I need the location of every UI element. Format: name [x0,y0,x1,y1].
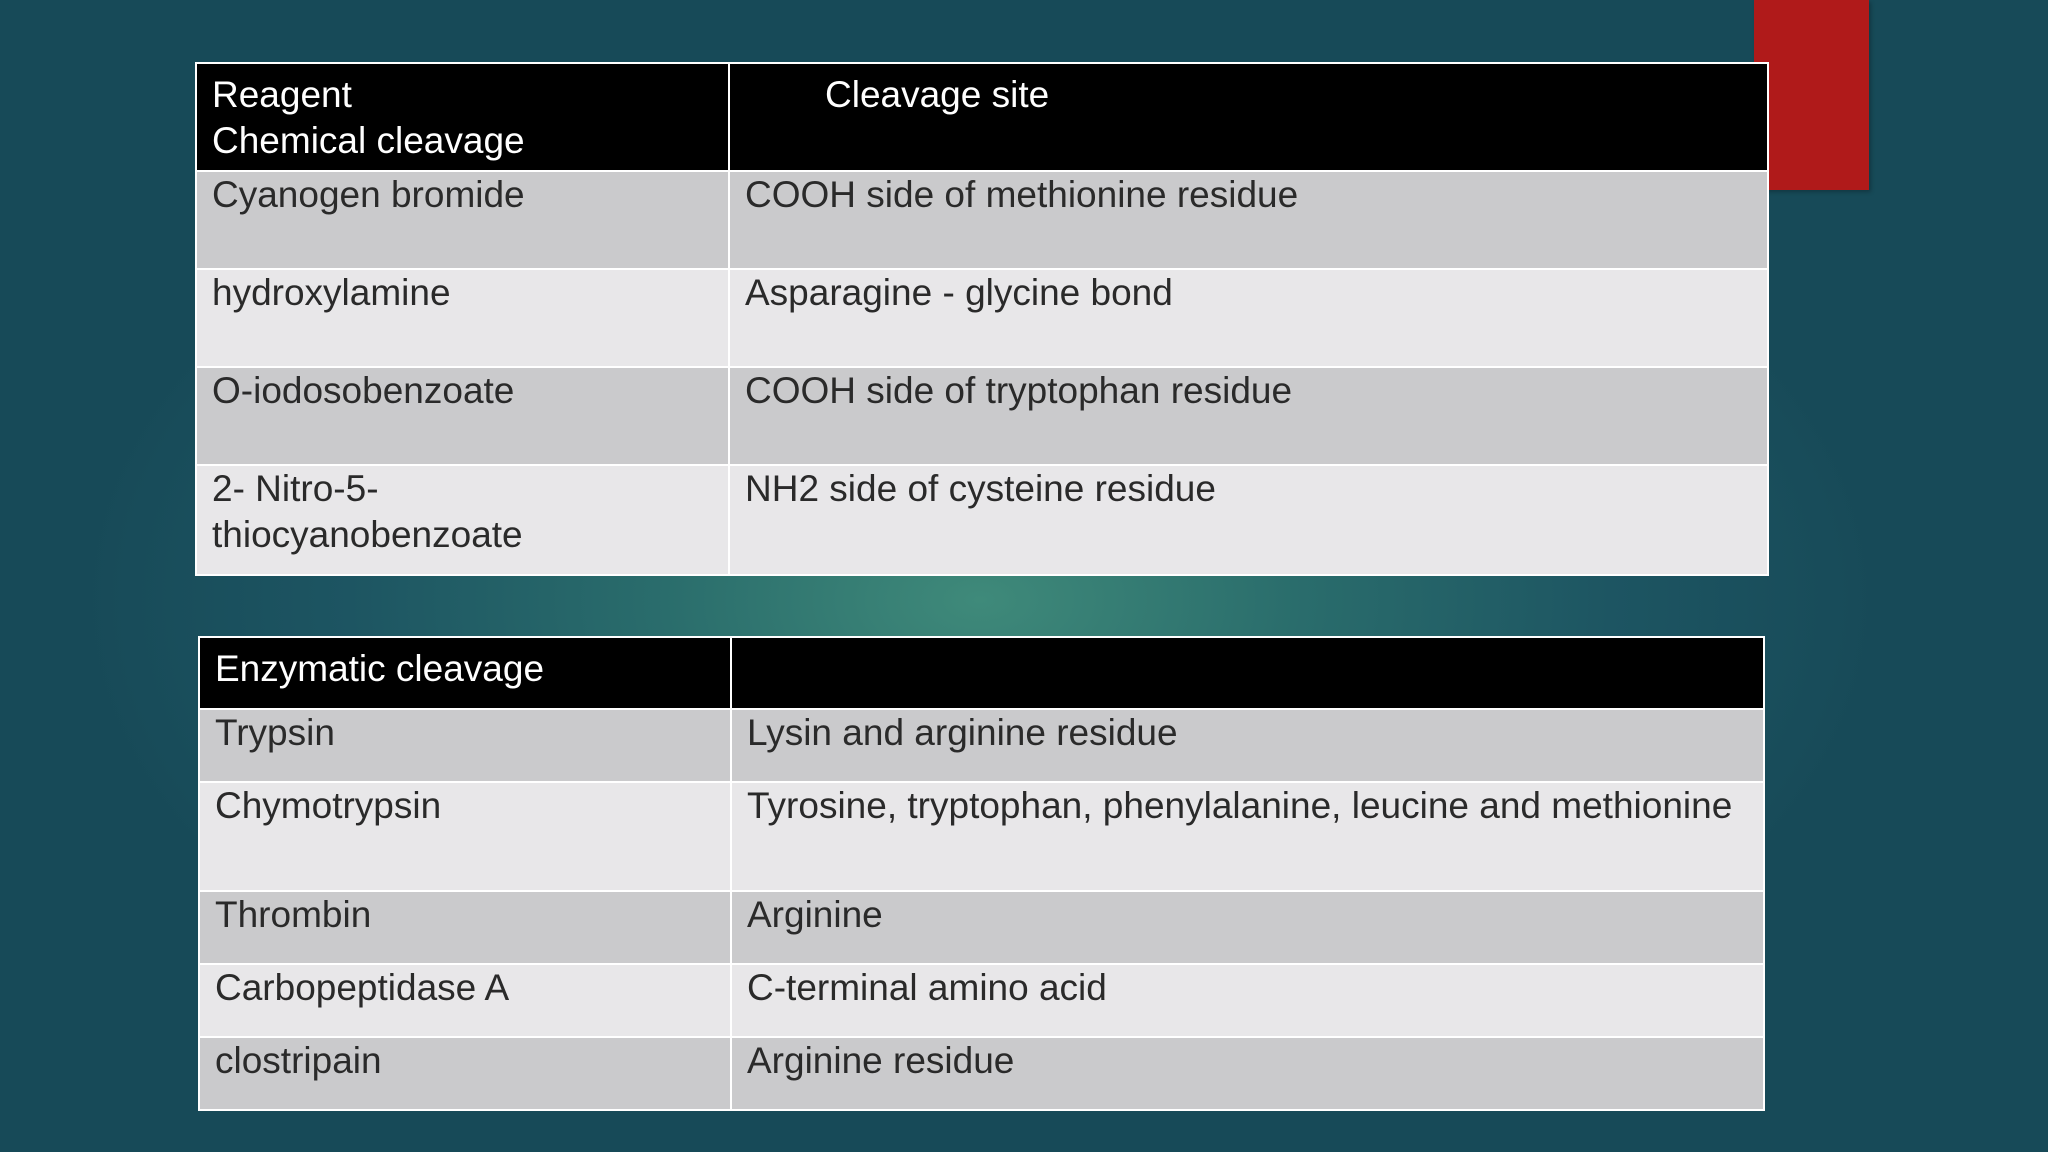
cleavage-site-cell: Arginine residue [731,1037,1764,1110]
header-chemical-cleavage-label: Chemical cleavage [212,120,525,161]
header-enzymatic-cleavage-cell: Enzymatic cleavage [199,637,731,709]
reagent-cell: hydroxylamine [196,269,729,367]
cleavage-site-cell: Arginine [731,891,1764,964]
chemical-cleavage-table [195,62,1769,576]
reagent-cell: O-iodosobenzoate [196,367,729,465]
cleavage-site-cell: NH2 side of cysteine residue [729,465,1768,575]
table-row [199,782,1764,891]
cleavage-site-cell: COOH side of methionine residue [729,171,1768,269]
reagent-cell [196,465,729,575]
enzymatic-cleavage-table [198,636,1765,1111]
header-cleavage-site-cell [729,63,1768,171]
table-header-row [199,637,1764,709]
header-reagent-label: Reagent [212,74,352,115]
table-row [199,1037,1764,1110]
header-empty-cell [731,637,1764,709]
table-row [199,709,1764,782]
table-row [196,171,1768,269]
enzyme-cell: Thrombin [199,891,731,964]
header-cleavage-site-label: Cleavage site [825,74,1050,115]
header-reagent-cell [196,63,729,171]
cleavage-site-cell: C-terminal amino acid [731,964,1764,1037]
reagent-line: thiocyanobenzoate [212,514,523,555]
table-row [199,964,1764,1037]
cleavage-site-cell: COOH side of tryptophan residue [729,367,1768,465]
cleavage-site-cell: Lysin and arginine residue [731,709,1764,782]
enzyme-cell: Trypsin [199,709,731,782]
table-row [196,367,1768,465]
table-row [196,269,1768,367]
enzyme-cell: Carbopeptidase A [199,964,731,1037]
cleavage-site-cell: Asparagine - glycine bond [729,269,1768,367]
cleavage-site-cell: Tyrosine, tryptophan, phenylalanine, leucine and methionine [731,782,1764,891]
table-row [196,465,1768,575]
enzyme-cell: clostripain [199,1037,731,1110]
table-header-row [196,63,1768,171]
red-accent-bar [1754,0,1869,190]
table-row [199,891,1764,964]
reagent-line: 2- Nitro-5- [212,468,379,509]
enzyme-cell: Chymotrypsin [199,782,731,891]
reagent-cell: Cyanogen bromide [196,171,729,269]
